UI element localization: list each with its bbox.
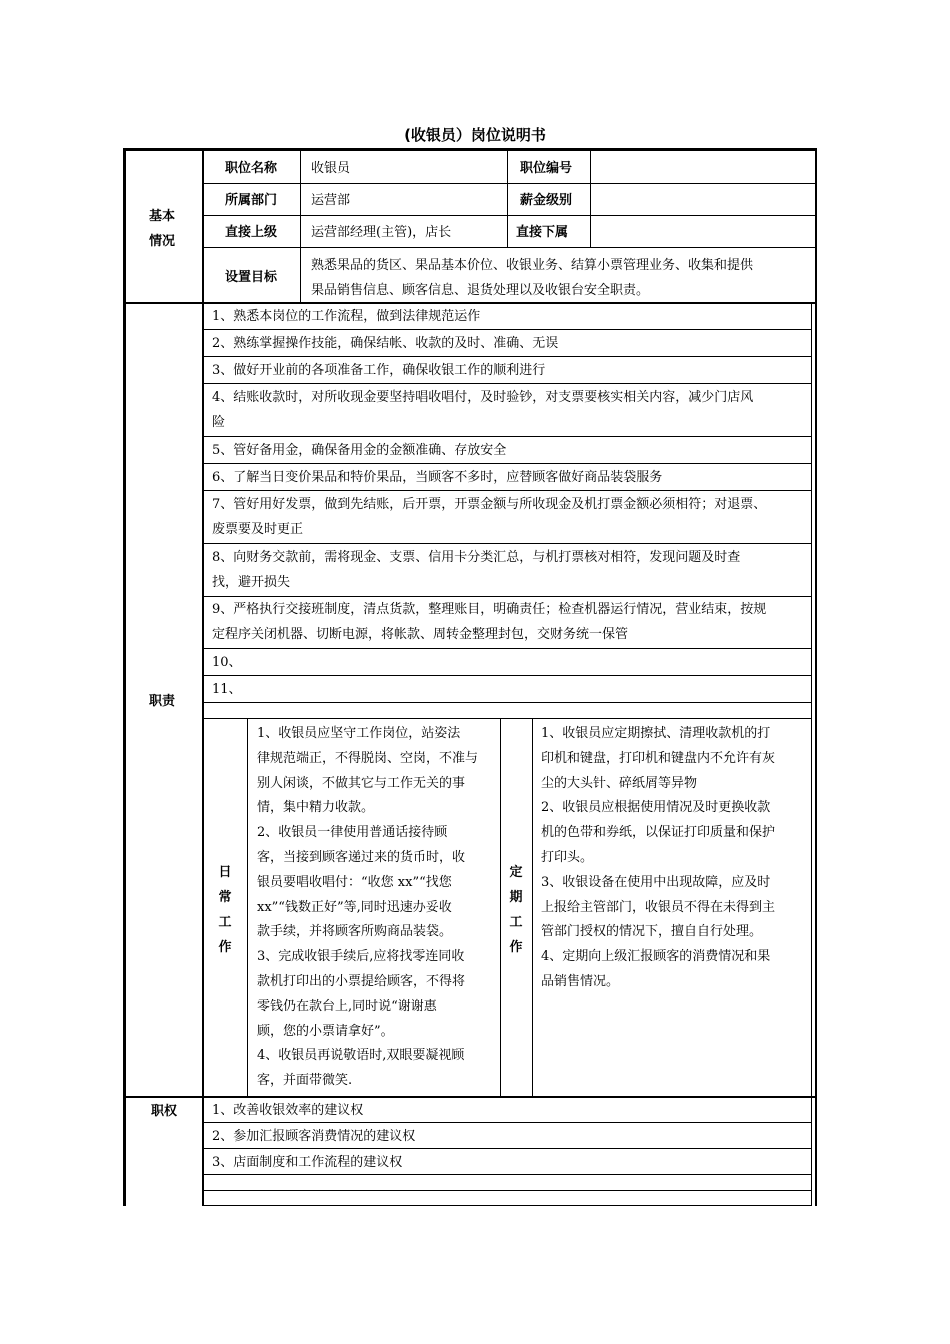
- row-divider: [203, 215, 815, 216]
- column-divider: [300, 150, 301, 302]
- row-divider: [203, 702, 811, 703]
- column-divider: [500, 718, 501, 1096]
- periodic-work-text: 1、收银员应定期擦拭、清理收款机的打 印机和键盘，打印机和键盘内不允许有灰 尘的大头针、碎纸屑等异物 2、收银员应根据使用情况及时更换收款 机的色带和券纸，以保证打印质量和保护 打印头。 3、收银设备在使用中出现故障，应及时 上报给主管部门，收银员不得在未得到主 管部门授权的情况下，擅自自行处理。 4、定期向上级汇报顾客的消费情况和果 品销售情况。: [541, 726, 776, 989]
- column-divider: [811, 1098, 812, 1206]
- column-divider: [590, 150, 591, 247]
- duty-item: 10、: [212, 655, 242, 670]
- daily-work-label: 日 常 工 作: [218, 865, 232, 955]
- column-divider: [532, 718, 533, 1096]
- duty-item: 5、管好备用金，确保备用金的金额准确、存放安全: [212, 443, 507, 458]
- row-divider: [203, 183, 815, 184]
- position-name-value: 收银员: [311, 161, 351, 176]
- row-divider: [203, 718, 811, 719]
- row-divider: [203, 490, 811, 491]
- duty-item: 9、严格执行交接班制度，清点货款，整理账目，明确责任；检查机器运行情况，营业结束，按规: [212, 602, 767, 617]
- superior-label: 直接上级: [225, 225, 278, 240]
- authority-item: 1、改善收银效率的建议权: [212, 1103, 364, 1118]
- subordinate-label: 直接下属: [516, 225, 569, 240]
- row-divider: [203, 356, 811, 357]
- page-title: (收银员）岗位说明书: [404, 126, 546, 144]
- duty-item: 定程序关闭机器、切断电源，将帐款、周转金整理封包，交财务统一保管: [212, 627, 629, 642]
- row-divider: [203, 1190, 811, 1191]
- row-divider: [203, 383, 811, 384]
- goal-text: 果品销售信息、顾客信息、退货处理以及收银台安全职责。: [311, 283, 650, 298]
- position-code-label: 职位编号: [520, 161, 573, 176]
- duties-section-label: 职责: [149, 694, 176, 709]
- column-divider: [507, 150, 508, 247]
- column-divider: [202, 150, 204, 1206]
- duty-item: 6、了解当日变价果品和特价果品，当顾客不多时，应替顾客做好商品装袋服务: [212, 470, 663, 485]
- duty-item: 废票要及时更正: [212, 522, 304, 537]
- column-divider: [811, 718, 812, 1096]
- goal-text: 熟悉果品的货区、果品基本价位、收银业务、结算小票管理业务、收集和提供: [311, 258, 754, 273]
- daily-work-text: 1、收银员应坚守工作岗位，站姿法 律规范端正，不得脱岗、空岗，不准与 别人闲谈，不做其它与工作无关的事 情，集中精力收款。 2、收银员一律使用普通话接待顾 客，当接到顾客递过来的货币时，收 银员要唱收唱付：“收您 xx”“找您 xx”“钱数正好”等,同时迅速办妥收 款手续，并将顾客所购商品装袋。 3、完成收银手续后,应将找零连同收 款机打印出的小票提给顾客，不得将 零钱仍在款台上,同时说“谢谢惠 顾，您的小票请拿好”。 4、收银员再说敬语时,双眼要凝视顾 客，并面带微笑.: [257, 726, 479, 1089]
- duty-item: 7、管好用好发票，做到先结账，后开票，开票金额与所收现金及机打票金额必须相符；对退票、: [212, 497, 767, 512]
- duty-item: 险: [212, 415, 226, 430]
- row-divider: [203, 648, 811, 649]
- column-divider: [811, 304, 812, 718]
- basic-section-label: 情况: [149, 234, 176, 249]
- position-name-label: 职位名称: [225, 161, 278, 176]
- row-divider: [203, 675, 811, 676]
- superior-value: 运营部经理(主管)，店长: [311, 225, 452, 240]
- department-value: 运营部: [311, 193, 351, 208]
- row-divider: [203, 329, 811, 330]
- duty-item: 2、熟练掌握操作技能，确保结帐、收款的及时、准确、无误: [212, 336, 559, 351]
- row-divider: [203, 1205, 811, 1206]
- goal-label: 设置目标: [225, 270, 278, 285]
- duty-item: 8、向财务交款前，需将现金、支票、信用卡分类汇总，与机打票核对相符，发现问题及时查: [212, 550, 741, 565]
- basic-section-label: 基本: [149, 209, 176, 224]
- row-divider: [203, 436, 811, 437]
- authority-item: 2、参加汇报顾客消费情况的建议权: [212, 1129, 416, 1144]
- duty-item: 3、做好开业前的各项准备工作，确保收银工作的顺利进行: [212, 363, 546, 378]
- column-divider: [247, 718, 248, 1096]
- authority-item: 3、店面制度和工作流程的建议权: [212, 1155, 403, 1170]
- duty-item: 11、: [212, 682, 242, 697]
- row-divider: [203, 543, 811, 544]
- periodic-work-label: 定 期 工 作: [509, 865, 523, 955]
- department-label: 所属部门: [225, 193, 278, 208]
- duty-item: 1、熟悉本岗位的工作流程，做到法律规范运作: [212, 309, 481, 324]
- row-divider: [203, 247, 815, 248]
- duty-item: 找，避开损失: [212, 575, 291, 590]
- duty-item: 4、结账收款时，对所收现金要坚持唱收唱付，及时验钞，对支票要核实相关内容，减少门店风: [212, 390, 754, 405]
- authority-section-label: 职权: [151, 1104, 178, 1119]
- row-divider: [203, 463, 811, 464]
- salary-label: 薪金级别: [520, 193, 573, 208]
